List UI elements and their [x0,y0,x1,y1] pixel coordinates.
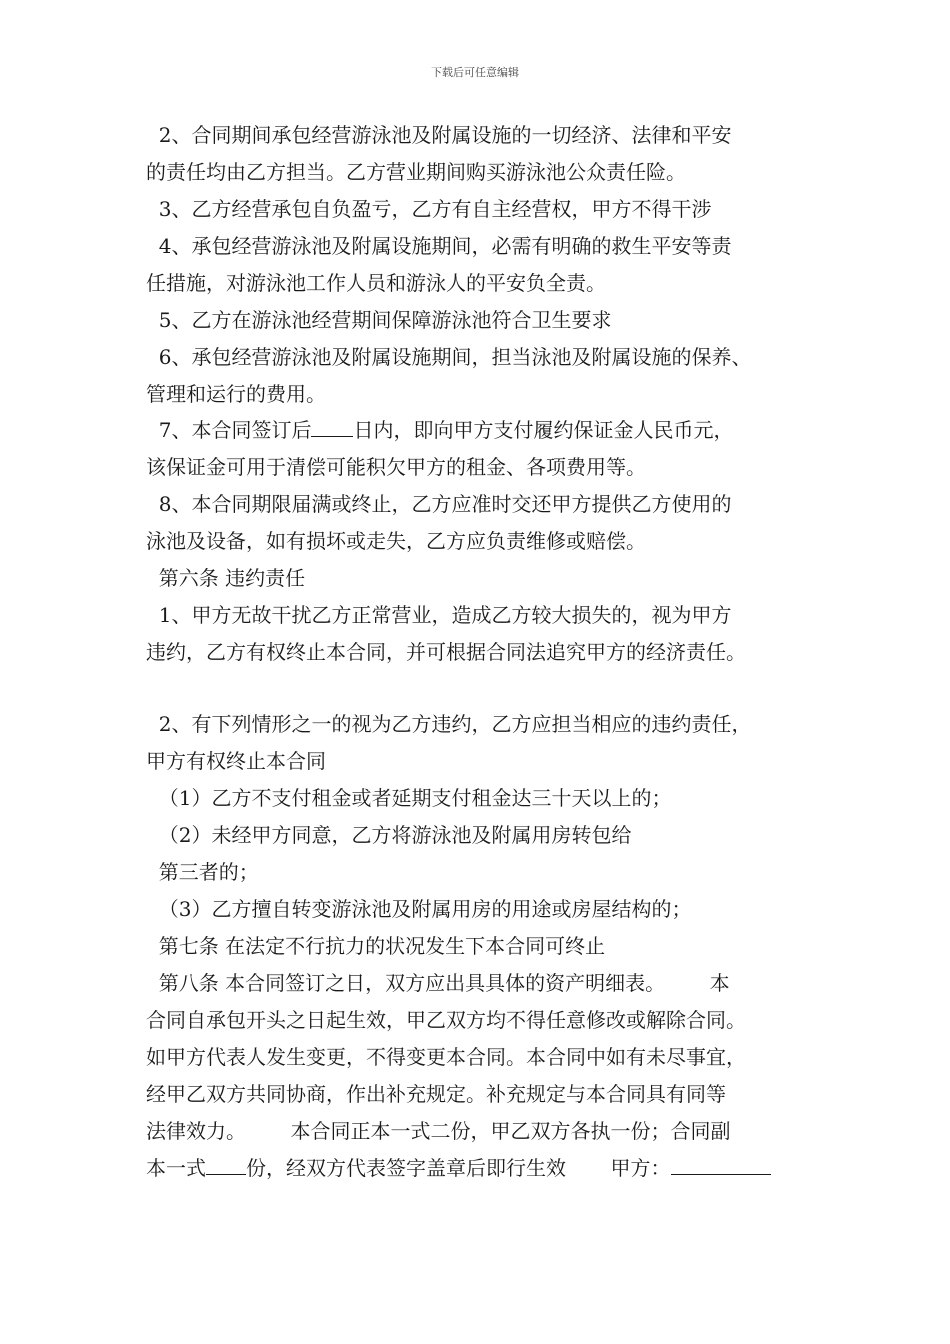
line-text: 本一式 [146,1156,206,1180]
paragraph-line: 该保证金可用于清偿可能积欠甲方的租金、各项费用等。 [146,455,646,479]
page-header: 下载后可任意编辑 [431,66,519,79]
paragraph-line: 经甲乙双方共同协商，作出补充规定。补充规定与本合同具有同等 [146,1082,726,1106]
paragraph-line: 的责任均由乙方担当。乙方营业期间购买游泳池公众责任险。 [146,160,686,184]
fill-blank-days [311,416,353,437]
fill-blank-copies [206,1154,246,1175]
paragraph-line: 泳池及设备，如有损坏或走失，乙方应负责维修或赔偿。 [146,529,646,553]
paragraph-line: 4、承包经营游泳池及附属设施期间，必需有明确的救生平安等责 [146,234,732,258]
paragraph-line: 合同自承包开头之日起生效，甲乙双方均不得任意修改或解除合同。 [146,1008,746,1032]
paragraph-line: 违约，乙方有权终止本合同，并可根据合同法追究甲方的经济责任。 [146,640,746,664]
line-text: 日内，即向甲方支付履约保证金人民币元， [353,418,734,442]
paragraph-line: 3、乙方经营承包自负盈亏，乙方有自主经营权，甲方不得干涉 [146,197,712,221]
paragraph-line: 5、乙方在游泳池经营期间保障游泳池符合卫生要求 [146,308,612,332]
paragraph-line: 甲方有权终止本合同 [146,749,326,773]
paragraph-line: 2、合同期间承包经营游泳池及附属设施的一切经济、法律和平安 [146,123,732,147]
line-text: 份，经双方代表签字盖章后即行生效 甲方： [246,1156,671,1180]
paragraph-line: 8、本合同期限届满或终止，乙方应准时交还甲方提供乙方使用的 [146,492,732,516]
paragraph-line: 任措施，对游泳池工作人员和游泳人的平安负全责。 [146,271,606,295]
list-item: 第三者的； [146,860,259,884]
list-item: （2）未经甲方同意，乙方将游泳池及附属用房转包给 [146,823,632,847]
paragraph-line [146,1154,771,1182]
paragraph-line: 如甲方代表人发生变更，不得变更本合同。本合同中如有未尽事宜， [146,1045,746,1069]
section-heading: 第八条 本合同签订之日，双方应出具具体的资产明细表。 本 [146,971,730,995]
line-text: 7、本合同签订后 [146,418,312,442]
section-heading: 第七条 在法定不行抗力的状况发生下本合同可终止 [146,934,606,958]
list-item: （1）乙方不支付租金或者延期支付租金达三十天以上的； [146,786,672,810]
paragraph-line [146,416,733,444]
paragraph-line: 6、承包经营游泳池及附属设施期间，担当泳池及附属设施的保养、 [146,345,752,369]
list-item: （3）乙方擅自转变游泳池及附属用房的用途或房屋结构的； [146,897,692,921]
fill-blank-party-a [671,1154,771,1175]
paragraph-line: 法律效力。 本合同正本一式二份，甲乙双方各执一份；合同副 [146,1119,731,1143]
paragraph-line: 2、有下列情形之一的视为乙方违约，乙方应担当相应的违约责任， [146,712,752,736]
paragraph-line: 1、甲方无故干扰乙方正常营业，造成乙方较大损失的，视为甲方 [146,603,732,627]
paragraph-line: 管理和运行的费用。 [146,382,326,406]
section-heading: 第六条 违约责任 [146,566,306,590]
